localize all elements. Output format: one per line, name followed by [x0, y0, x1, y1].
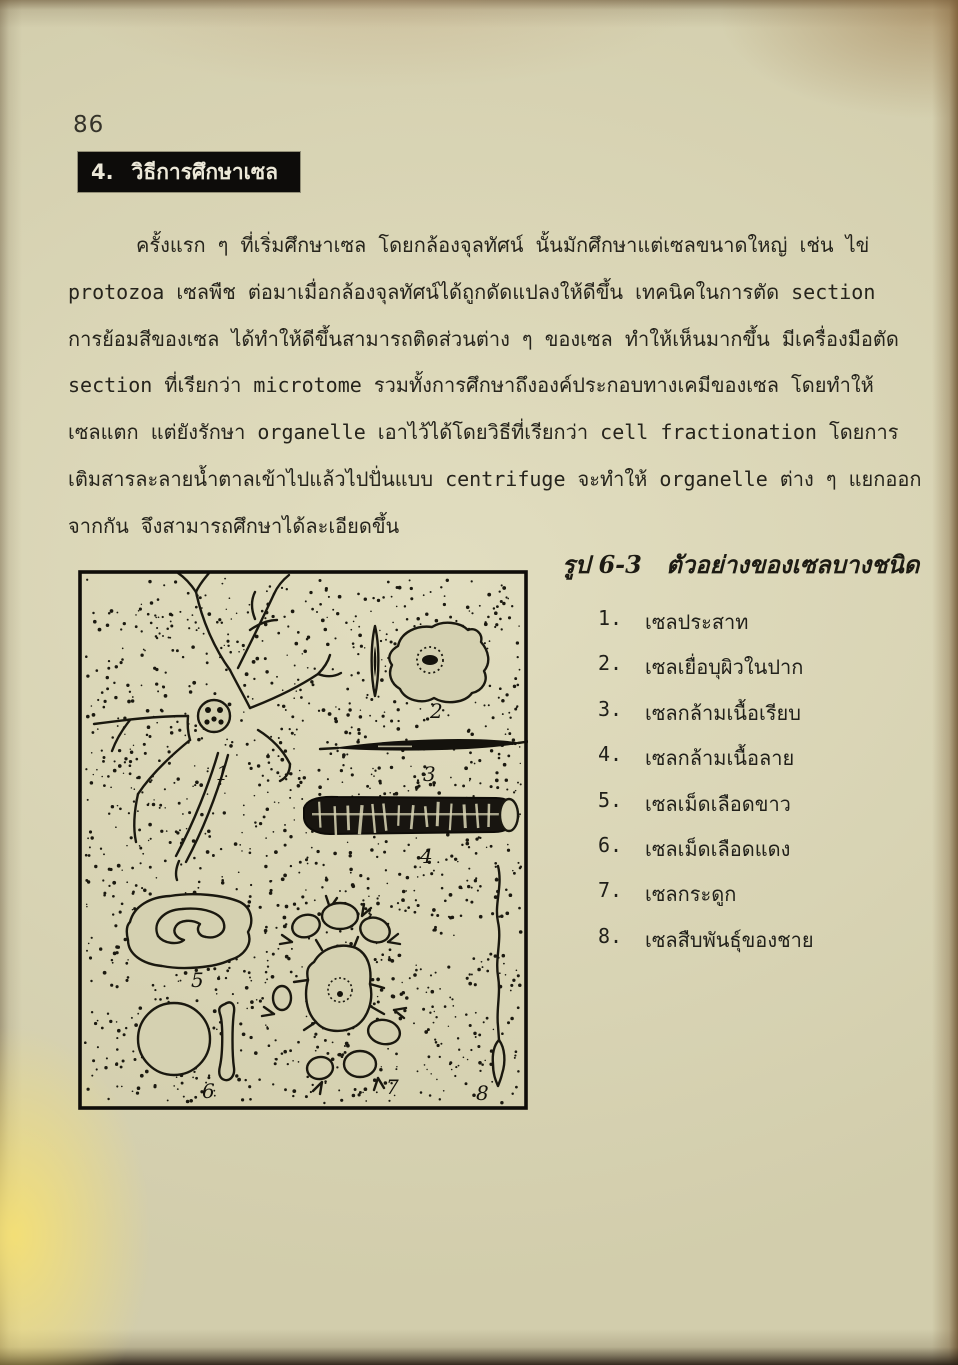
- smooth-muscle-cell-drawing: [320, 740, 528, 750]
- figure-caption: [562, 545, 919, 584]
- list-item-label: เซลสืบพันธุ์ของชาย: [645, 927, 814, 952]
- list-item-label: เซลกล้ามเนื้อลาย: [645, 746, 795, 771]
- list-item-number: 1.: [598, 606, 623, 630]
- section-header: [78, 152, 300, 192]
- cells-figure: [78, 570, 528, 1110]
- list-item: [598, 697, 814, 742]
- spindle-cell-drawing: [372, 626, 379, 696]
- list-item-label: เซลเม็ดเลือดแดง: [645, 836, 791, 861]
- cell-type-list: [598, 606, 814, 969]
- list-item: [598, 833, 814, 878]
- list-item: [598, 878, 814, 923]
- paragraph-line: ครั้งแรก ๆ ที่เริ่มศึกษาเซล โดยกล้องจุลทัศน์ นั้นมักศึกษาแต่เซลขนาดใหญ่ เช่น ไข่: [136, 233, 870, 257]
- white-blood-cell-drawing: [127, 894, 252, 968]
- sperm-cell-drawing: [493, 866, 505, 1086]
- list-item: [598, 606, 814, 651]
- figure-label-6: 6: [202, 1079, 215, 1103]
- figure-label-1: 1: [216, 761, 229, 785]
- paragraph-line: protozoa เซลพืช ต่อมาเมื่อกล้องจุลทัศน์ได้ถูกดัดแปลงให้ดีขึ้น เทคนิคในการตัด section: [68, 279, 876, 304]
- list-item-number: 8.: [598, 923, 623, 948]
- paragraph-line: section ที่เรียกว่า microtome รวมทั้งการศึกษาถึงองค์ประกอบทางเคมีของเซล โดยทำให้: [68, 373, 874, 398]
- list-item-number: 6.: [598, 832, 623, 857]
- epithelial-cell-drawing: [389, 623, 488, 702]
- figure-caption-title: ตัวอย่างของเซลบางชนิด: [666, 550, 920, 579]
- list-item-number: 5.: [598, 787, 623, 812]
- figure-label-5: 5: [191, 968, 204, 992]
- figure-label-7: 7: [386, 1075, 399, 1099]
- list-item-label: เซลกล้ามเนื้อเรียบ: [645, 700, 801, 725]
- list-item-label: เซลเยื่อบุผิวในปาก: [645, 655, 804, 680]
- figure-label-8: 8: [476, 1081, 489, 1105]
- section-number: 4.: [91, 160, 114, 184]
- list-item-number: 3.: [598, 696, 623, 721]
- paragraph-line: การย้อมสีของเซล ได้ทำให้ดีขึ้นสามารถติดส่วนต่าง ๆ ของเซล ทำให้เห็นมากขึ้น มีเครื่องมือตัด: [68, 326, 899, 351]
- list-item: [598, 651, 814, 696]
- red-blood-cell-drawing: [138, 1002, 234, 1080]
- list-item-label: เซลเม็ดเลือดขาว: [645, 791, 791, 816]
- figure-caption-number: รูป 6-3: [562, 550, 642, 579]
- striated-muscle-cell-drawing: [304, 797, 518, 836]
- list-item: [598, 788, 814, 833]
- list-item-label: เซลประสาท: [645, 610, 749, 634]
- figure-label-2: 2: [430, 699, 443, 723]
- list-item-number: 2.: [598, 651, 623, 676]
- list-item-label: เซลกระดูก: [645, 882, 737, 907]
- list-item-number: 7.: [598, 878, 623, 903]
- list-item: [598, 924, 814, 969]
- list-item-number: 4.: [598, 742, 623, 767]
- figure-label-4: 4: [420, 844, 433, 868]
- figure-label-3: 3: [423, 762, 436, 786]
- body-paragraph: [68, 222, 920, 550]
- paragraph-line: จากกัน จึงสามารถศึกษาได้ละเอียดขึ้น: [68, 513, 400, 538]
- paragraph-line: เติมสารละลายน้ำตาลเข้าไปแล้วไปปั่นแบบ centrifuge จะทำให้ organelle ต่าง ๆ แยกออก: [68, 466, 922, 491]
- list-item: [598, 742, 814, 787]
- paragraph-line: เซลแตก แต่ยังรักษา organelle เอาไว้ได้โดยวิธีที่เรียกว่า cell fractionation โดยการ: [68, 420, 899, 445]
- page-number: 86: [73, 112, 105, 138]
- section-title: วิธีการศึกษาเซล: [131, 159, 278, 184]
- nerve-cell-drawing: [94, 573, 341, 880]
